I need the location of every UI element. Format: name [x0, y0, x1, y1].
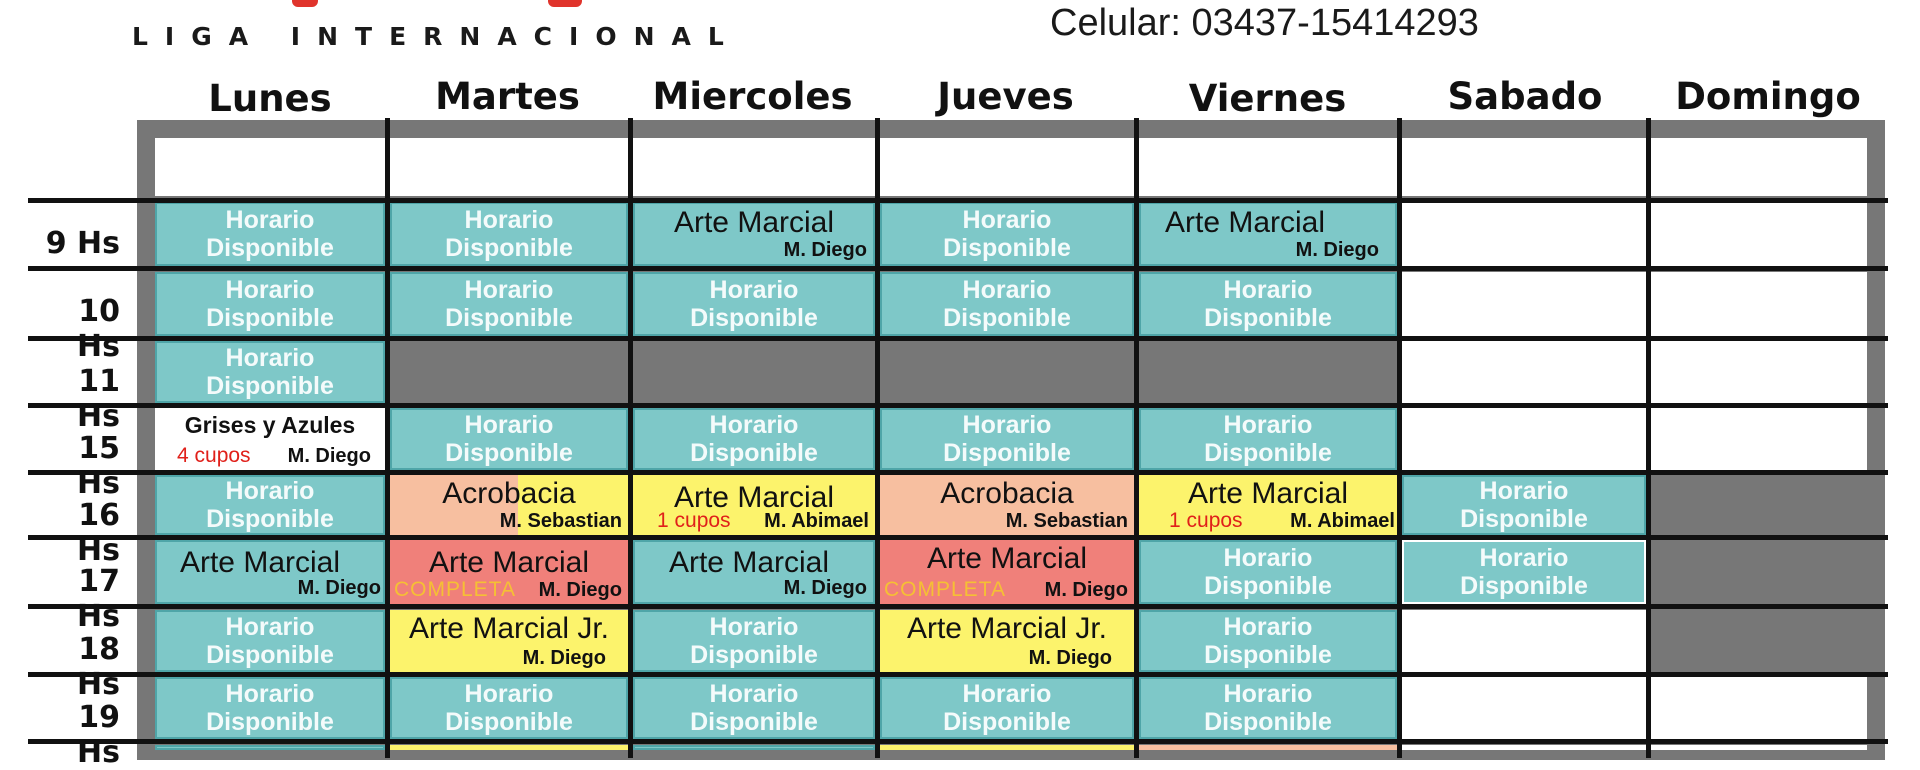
- slot-sabado-16[interactable]: Horario Disponible: [1402, 475, 1646, 535]
- instructor: M. Diego: [783, 239, 867, 261]
- class-title: Arte Marcial: [390, 745, 396, 746]
- slot-viernes-10[interactable]: Horario Disponible: [1139, 272, 1397, 336]
- grid-line: [1646, 118, 1651, 758]
- slot-martes-15[interactable]: Horario Disponible: [390, 408, 628, 470]
- slot-jueves-17[interactable]: [880, 540, 1134, 604]
- slot-lunes-17[interactable]: [155, 540, 385, 604]
- slot-viernes-16[interactable]: [1139, 475, 1397, 535]
- instructor: M. Sebastian: [499, 510, 622, 532]
- grid-line: [28, 739, 1888, 744]
- slot-jueves-20[interactable]: [880, 745, 1134, 750]
- league-name: LIGA INTERNACIONAL: [132, 22, 741, 51]
- instructor: M. Diego: [1028, 647, 1112, 669]
- class-title: Arte Marcial: [673, 206, 835, 239]
- class-title: Acrobacia: [940, 477, 1074, 510]
- grid-line: [28, 403, 1888, 408]
- slot-jueves-19[interactable]: Horario Disponible: [880, 677, 1134, 739]
- slot-miercoles-9[interactable]: [633, 202, 875, 266]
- slot-viernes-20[interactable]: [1139, 745, 1397, 750]
- slot-viernes-15[interactable]: Horario Disponible: [1139, 408, 1397, 470]
- logo-mark-right: [548, 0, 582, 7]
- grid-line: [1397, 118, 1402, 758]
- slot-domingo-19: [1651, 677, 1867, 739]
- header-spacer-row: [155, 138, 1867, 196]
- grid-line: [28, 470, 1888, 475]
- instructor: M. Diego: [297, 577, 381, 599]
- hour-label-9: 9 Hs: [45, 226, 120, 261]
- hour-label-19: 19 Hs: [77, 700, 120, 770]
- slot-martes-17[interactable]: [390, 540, 628, 604]
- slot-miercoles-16[interactable]: [633, 475, 875, 535]
- grid-line: [28, 672, 1888, 677]
- slot-martes-16[interactable]: [390, 475, 628, 535]
- grid-line: [28, 604, 1888, 609]
- slot-jueves-16[interactable]: [880, 475, 1134, 535]
- instructor: M. Diego: [1044, 579, 1128, 601]
- day-header-martes: Martes: [435, 75, 580, 118]
- slot-martes-20[interactable]: [390, 745, 628, 750]
- grid-line: [28, 198, 1888, 203]
- slot-domingo-10: [1651, 272, 1867, 336]
- instructor: M. Sebastian: [1005, 510, 1128, 532]
- instructor: M. Diego: [783, 577, 867, 599]
- slot-domingo-11: [1651, 341, 1867, 403]
- day-header-lunes: Lunes: [208, 77, 332, 120]
- slot-martes-18[interactable]: [390, 610, 628, 672]
- slot-martes-19[interactable]: Horario Disponible: [390, 677, 628, 739]
- grid-line: [628, 118, 633, 758]
- class-title: Arte Marcial: [673, 481, 835, 514]
- instructor: M. Diego: [287, 445, 371, 467]
- hour-label-16: 16 Hs: [77, 498, 120, 568]
- slot-sabado-19: [1402, 677, 1646, 739]
- cupos-badge: 1 cupos: [657, 509, 731, 532]
- slot-jueves-10[interactable]: Horario Disponible: [880, 272, 1134, 336]
- slot-lunes-19[interactable]: Horario Disponible: [155, 677, 385, 739]
- slot-domingo-15: [1651, 408, 1867, 470]
- slot-viernes-9[interactable]: [1139, 202, 1397, 266]
- class-title: Arte Marcial: [179, 546, 341, 579]
- hour-label-15: 15 Hs: [77, 431, 120, 501]
- slot-domingo-17: [1651, 540, 1867, 604]
- slot-sabado-20: [1402, 745, 1646, 750]
- day-header-sabado: Sabado: [1447, 75, 1603, 118]
- slot-viernes-11: [1139, 341, 1397, 403]
- hour-label-10: 10 Hs: [77, 294, 120, 364]
- slot-martes-11: [395, 341, 628, 403]
- instructor: M. Diego: [1295, 239, 1379, 261]
- class-title: Arte Marcial Jr.: [408, 612, 610, 645]
- hour-label-17: 17 Hs: [77, 564, 120, 634]
- slot-sabado-17[interactable]: Horario Disponible: [1402, 540, 1646, 604]
- phone-number: Celular: 03437-15414293: [1050, 2, 1479, 44]
- grid-line: [875, 118, 880, 758]
- instructor: M. Diego: [522, 647, 606, 669]
- slot-sabado-11: [1402, 341, 1646, 403]
- slot-miercoles-19[interactable]: Horario Disponible: [633, 677, 875, 739]
- slot-lunes-20[interactable]: [155, 745, 385, 750]
- class-title: Grises y Azules: [184, 412, 356, 438]
- class-title: Arte Marcial: [668, 546, 830, 579]
- status-badge: COMPLETA: [394, 578, 516, 601]
- grid-line: [28, 266, 1888, 271]
- slot-jueves-15[interactable]: Horario Disponible: [880, 408, 1134, 470]
- instructor: M. Abimael: [764, 510, 869, 532]
- day-header-viernes: Viernes: [1188, 77, 1347, 120]
- status-badge: COMPLETA: [884, 578, 1006, 601]
- slot-miercoles-20[interactable]: [633, 745, 875, 750]
- grid-line: [28, 336, 1888, 341]
- slot-viernes-19[interactable]: Horario Disponible: [1139, 677, 1397, 739]
- class-title: Arte Marcial: [880, 745, 886, 746]
- slot-miercoles-11: [633, 341, 875, 403]
- class-title: Arte Marcial: [926, 542, 1088, 575]
- cupos-badge: 1 cupos: [1169, 509, 1243, 532]
- day-header-miercoles: Miercoles: [652, 75, 853, 118]
- slot-miercoles-18[interactable]: Horario Disponible: [633, 610, 875, 672]
- slot-miercoles-17[interactable]: [633, 540, 875, 604]
- slot-sabado-18: [1402, 610, 1646, 672]
- grid-line: [1134, 118, 1139, 758]
- slot-sabado-9: [1402, 202, 1646, 266]
- slot-jueves-18[interactable]: [880, 610, 1134, 672]
- class-title: Arte Marcial: [1187, 477, 1349, 510]
- day-header-jueves: Jueves: [937, 75, 1074, 118]
- slot-martes-9[interactable]: Horario Disponible: [390, 202, 628, 266]
- slot-lunes-11[interactable]: Horario Disponible: [155, 341, 385, 403]
- slot-domingo-9: [1651, 202, 1867, 266]
- slot-viernes-18[interactable]: Horario Disponible: [1139, 610, 1397, 672]
- slot-lunes-18[interactable]: Horario Disponible: [155, 610, 385, 672]
- slot-martes-10[interactable]: Horario Disponible: [390, 272, 628, 336]
- class-title: Arte Marcial: [1165, 206, 1326, 239]
- slot-sabado-10: [1402, 272, 1646, 336]
- class-title: Rojos y Negros: [1139, 745, 1146, 746]
- slot-miercoles-15[interactable]: Horario Disponible: [633, 408, 875, 470]
- slot-jueves-11: [880, 341, 1134, 403]
- cupos-badge: 4 cupos: [177, 444, 251, 467]
- instructor: M. Abimael: [1290, 510, 1395, 532]
- day-header-domingo: Domingo: [1675, 75, 1861, 118]
- instructor: M. Diego: [538, 579, 622, 601]
- logo-mark-left: [292, 0, 318, 7]
- slot-domingo-18: [1651, 610, 1867, 672]
- slot-viernes-17[interactable]: Horario Disponible: [1139, 540, 1397, 604]
- slot-domingo-20: [1651, 745, 1867, 750]
- slot-lunes-9[interactable]: Horario Disponible: [155, 202, 385, 266]
- slot-jueves-9[interactable]: Horario Disponible: [880, 202, 1134, 266]
- grid-line: [385, 118, 390, 758]
- slot-lunes-15[interactable]: [155, 408, 385, 470]
- hour-label-18: 18 Hs: [77, 632, 120, 702]
- slot-sabado-15: [1402, 408, 1646, 470]
- slot-miercoles-10[interactable]: Horario Disponible: [633, 272, 875, 336]
- class-title: Arte Marcial: [428, 546, 590, 579]
- class-title: Acrobacia: [442, 477, 576, 510]
- slot-domingo-16: [1651, 475, 1867, 535]
- hour-label-11: 11 Hs: [77, 364, 120, 434]
- grid-line: [28, 535, 1888, 540]
- slot-lunes-16[interactable]: Horario Disponible: [155, 475, 385, 535]
- class-title: Arte Marcial Jr.: [906, 612, 1108, 645]
- slot-lunes-10[interactable]: Horario Disponible: [155, 272, 385, 336]
